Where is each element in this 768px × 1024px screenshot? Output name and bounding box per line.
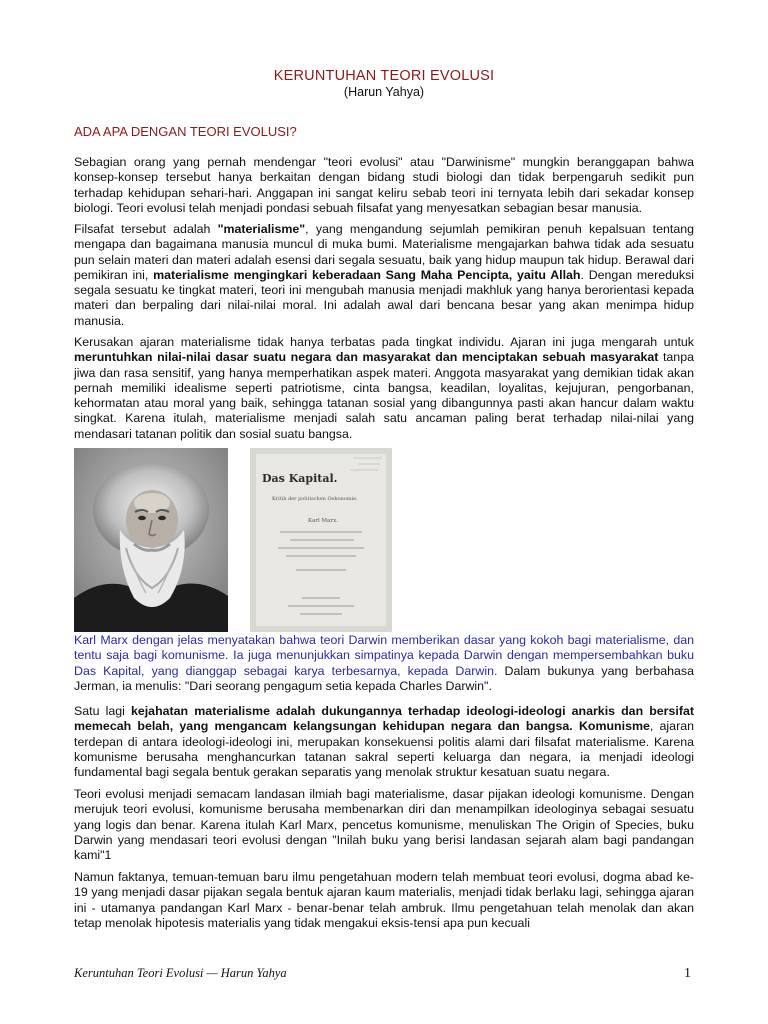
paragraph-1: Sebagian orang yang pernah mendengar "teori evolusi" atau "Darwinisme" mungkin beranggapan bahwa konsep-konsep tersebut hanya berkaitan dengan bidang studi biologi dan tidak berpengaruh sedikit pun terhadap kehidupan sehari-hari. Anggapan ini sangat keliru sebab teori ini ternyata lebih dari sekadar konsep biologi. Teori evolusi telah menjadi pondasi sebuah filsafat yang menyesatkan sebagian besar manusia. [74,155,694,215]
paragraph-2-text-a: Filsafat tersebut adalah [74,222,218,236]
book-cover-author: Karl Marx. [308,518,338,524]
paragraph-5-text-b: , ajaran terdepan di antara ideologi-ideologi ini, merupakan konsekuensi politis alami dari filsafat materialisme. Karena komunisme berusaha menghancurkan tatanan sakral seperti keluarga dan negara, ia menjadi ideologi fundamental bagi segala bentuk gerakan separatis yang menolak struktur kesatuan suatu negara. [74,719,694,780]
book-cover-subtitle: Kritik der politischen Oekonomie. [272,496,358,502]
paragraph-3-text-b: tanpa jiwa dan rasa sensitif, yang hanya memperhatikan aspek materi. Anggota masyarakat yang demikian tidak akan pernah memiliki idealisme seperti patriotisme, cinta bangsa, keadilan, loyalitas, kejujuran, pengorbanan, kehormatan atau moral yang baik, sehingga tatanan sosial yang dibangunnya pasti akan hancur dalam waktu singkat. Karena itulah, materialisme menjadi salah satu ancaman paling berat terhadap nilai-nilai yang mendasari tatanan politik dan sosial suatu bangsa. [74,350,694,441]
paragraph-3-bold: meruntuhkan nilai-nilai dasar suatu negara dan masyarakat dan menciptakan sebuah masyarakat [74,350,659,365]
paragraph-2-text-b: , yang mengandung sejumlah pemikiran penuh kepalsuan tentang mengapa dan bagaimana manusia muncul di muka bumi. Materialisme mengajarkan bahwa tidak ada sesuatu pun selain materi dan materi adalah esensi dari segala sesuatu, baik yang hidup maupun tak hidup. Berawal dari pemikiran ini, [74,222,694,282]
page-number: 1 [684,966,691,981]
paragraph-3-text-a: Kerusakan ajaran materialisme tidak hanya terbatas pada tingkat individu. Ajaran ini juga mengarah untuk [74,335,694,349]
paragraph-2-text-c: . Dengan mereduksi segala sesuatu ke tingkat materi, teori ini mengubah manusia menjadi makhluk yang hanya berorientasi kepada materi dan berpaling dari nilai-nilai moral. Ini adalah awal dari bencana besar yang akan menimpa hidup manusia. [74,267,695,328]
book-cover-title: Das Kapital. [262,472,338,485]
section-heading: ADA APA DENGAN TEORI EVOLUSI? [74,124,297,139]
paragraph-2-bold-b: materialisme mengingkari keberadaan Sang Maha Pencipta, yaitu Allah [153,267,581,282]
das-kapital-cover-image [250,448,392,632]
image-caption-black-text: Dalam bukunya yang berbahasa Jerman, ia menulis: "Dari seorang pengagum setia kepada Charles Darwin". [74,663,694,693]
paragraph-5-bold: kejahatan materialisme adalah dukungannya terhadap ideologi-ideologi anarkis dan bersifat memecah belah, yang mengancam kelangsungan kehidupan negara dan bangsa. Komunisme [74,704,694,734]
paragraph-5 [74,704,694,780]
paragraph-3 [74,335,694,442]
image-caption-blue-text: Karl Marx dengan jelas menyatakan bahwa teori Darwin memberikan dasar yang kokoh bagi materialisme, dan tentu saja bagi komunisme. Ia juga menunjukkan simpatinya kepada Darwin dengan mempersembahkan buku Das Kapital, yang dianggap sebagai karya terbesarnya, kepada Darwin. [74,633,694,678]
paragraph-6: Teori evolusi menjadi semacam landasan ilmiah bagi materialisme, dasar pijakan ideologi komunisme. Dengan merujuk teori evolusi, komunisme berusaha membenarkan diri dan menampilkan ideologinya sebagai sesuatu yang logis dan benar. Karena itulah Karl Marx, pencetus komunisme, menuliskan The Origin of Species, buku Darwin yang mendasari teori evolusi dengan "Inilah buku yang berisi landasan sejarah alam bagi pandangan kami"1 [74,787,694,863]
footer-title: Keruntuhan Teori Evolusi — Harun Yahya [74,966,287,980]
portrait-illustration [74,448,228,632]
karl-marx-portrait-image [74,448,228,632]
image-caption [74,633,694,694]
paragraph-2-bold-a: "materialisme" [217,222,306,236]
document-title: KERUNTUHAN TEORI EVOLUSI [273,68,495,84]
paragraph-5-text-a: Satu lagi [74,704,131,718]
book-cover-illustration [250,448,392,632]
paragraph-2 [74,222,694,329]
paragraph-7: Namun faktanya, temuan-temuan baru ilmu pengetahuan modern telah membuat teori evolusi, dogma abad ke-19 yang menjadi dasar pijakan segala bentuk ajaran kaum materialis, menjadi tidak berlaku lagi, sehingga ajaran ini - utamanya pandangan Karl Marx - benar-benar telah ambruk. Ilmu pengetahuan telah menolak dan akan tetap menolak hipotesis materialis yang tidak mengakui eksis-tensi apa pun kecuali [74,870,694,930]
document-author: (Harun Yahya) [343,85,425,99]
